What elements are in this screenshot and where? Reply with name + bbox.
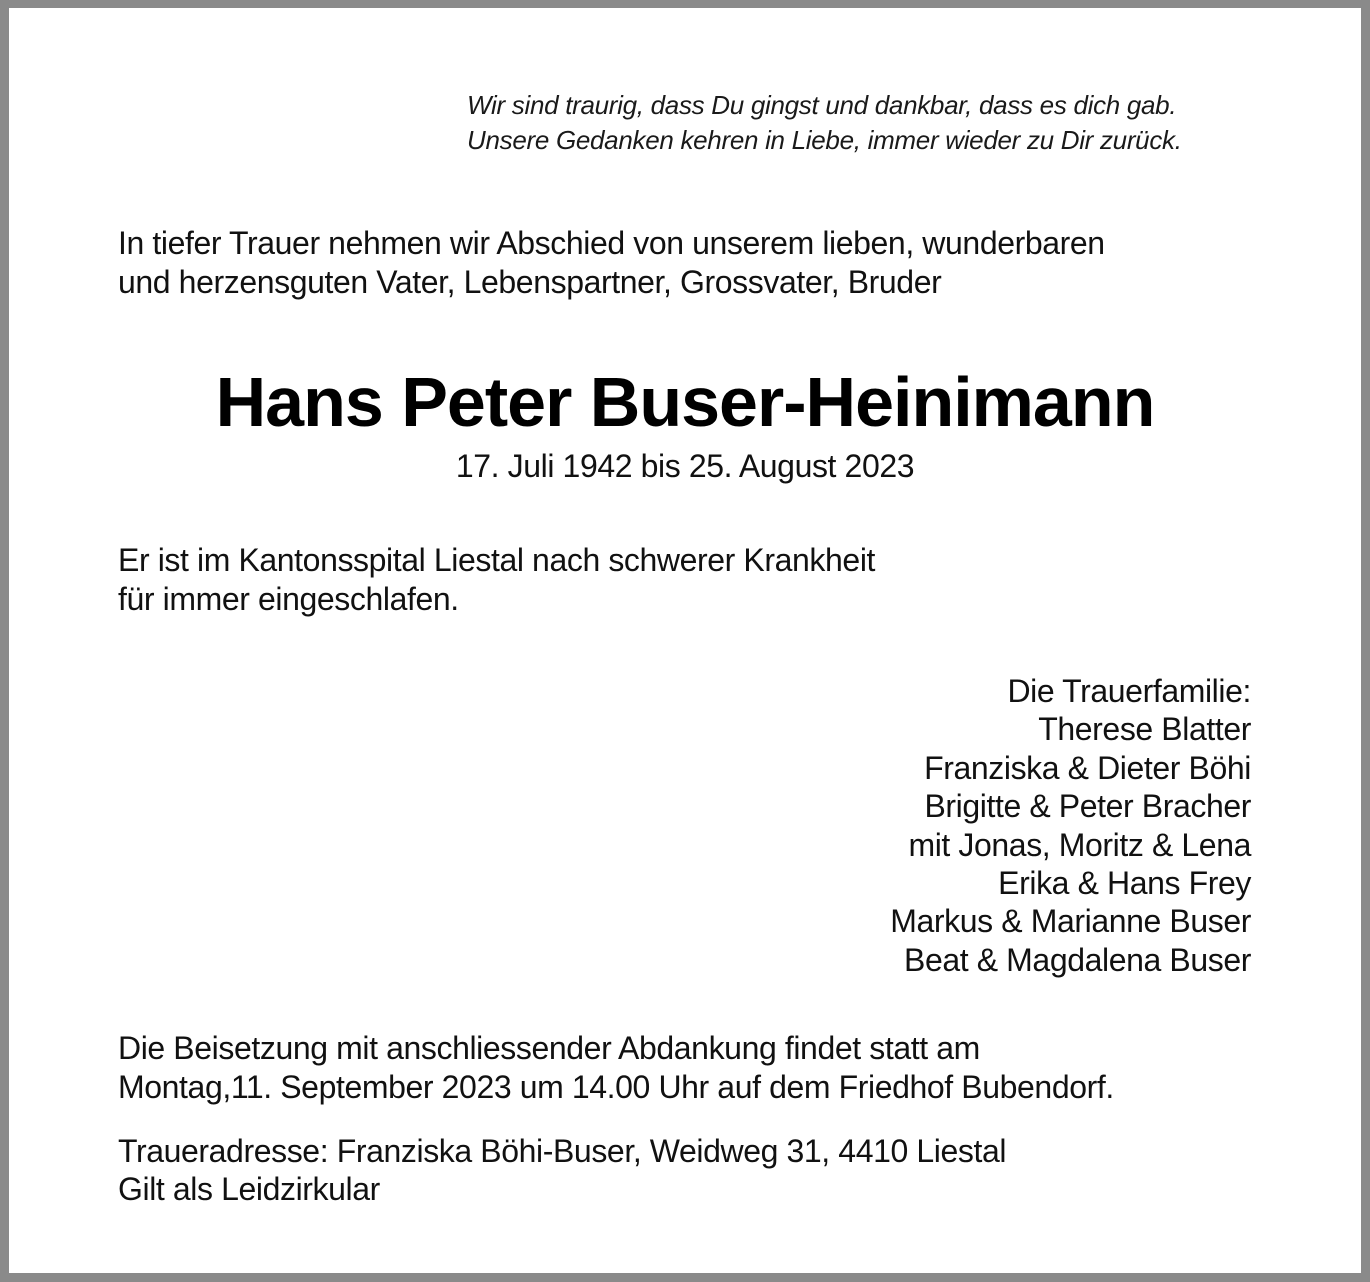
mourning-family (551, 672, 1251, 979)
family-member: mit Jonas, Moritz & Lena (908, 826, 1251, 863)
address-line: Traueradresse: Franziska Böhi-Buser, Weidweg 31, 4410 Liestal (118, 1133, 1007, 1169)
passing-line: für immer eingeschlafen. (118, 581, 459, 617)
family-member: Therese Blatter (1038, 711, 1251, 748)
funeral-announcement (118, 1029, 1268, 1107)
intro-line: In tiefer Trauer nehmen wir Abschied von unserem lieben, wunderbaren (118, 225, 1105, 261)
mourning-address (118, 1132, 1268, 1208)
motto-quote (467, 88, 1247, 158)
address-note: Gilt als Leidzirkular (118, 1171, 380, 1207)
family-member: Markus & Marianne Buser (890, 903, 1251, 940)
life-dates: 17. Juli 1942 bis 25. August 2023 (455, 448, 915, 484)
motto-line: Unsere Gedanken kehren in Liebe, immer wieder zu Dir zurück. (467, 125, 1182, 155)
family-member: Beat & Magdalena Buser (904, 941, 1251, 978)
family-member: Brigitte & Peter Bracher (924, 788, 1251, 825)
deceased-name: Hans Peter Buser-Heinimann (215, 363, 1155, 441)
funeral-line: Die Beisetzung mit anschliessender Abdankung findet statt am (118, 1030, 980, 1066)
family-heading: Die Trauerfamilie: (1007, 673, 1251, 709)
intro-text (118, 224, 1268, 302)
passing-text (118, 541, 1118, 619)
family-member: Franziska & Dieter Böhi (924, 749, 1251, 786)
intro-line: und herzensguten Vater, Lebenspartner, Grossvater, Bruder (118, 264, 942, 300)
motto-line: Wir sind traurig, dass Du gingst und dankbar, dass es dich gab. (467, 90, 1177, 120)
passing-line: Er ist im Kantonsspital Liestal nach schwerer Krankheit (118, 542, 876, 578)
funeral-line: Montag,11. September 2023 um 14.00 Uhr auf dem Friedhof Bubendorf. (118, 1069, 1114, 1105)
family-member: Erika & Hans Frey (998, 865, 1251, 902)
